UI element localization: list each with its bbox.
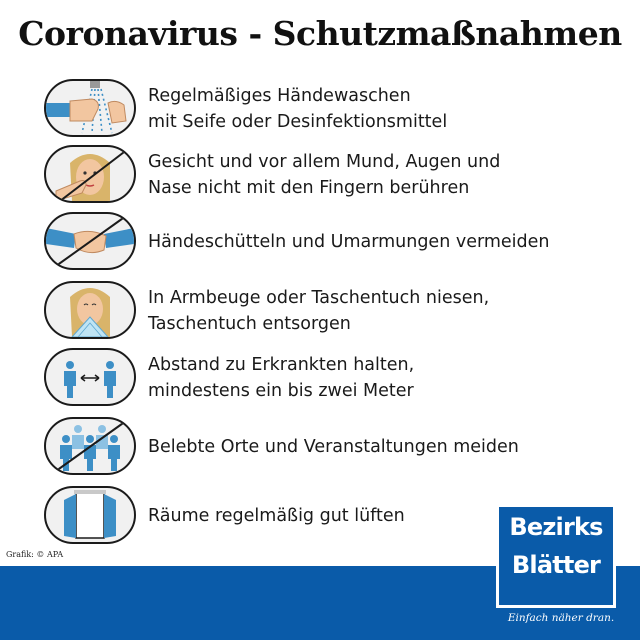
brand-logo	[496, 504, 616, 608]
rule-item	[44, 212, 604, 274]
rule-item	[44, 79, 604, 141]
rule-text: Räume regelmäßig gut lüften	[148, 506, 405, 526]
no-handshake-icon	[44, 212, 136, 270]
rule-item	[44, 281, 604, 343]
rule-item	[44, 145, 604, 207]
handwashing-icon	[44, 79, 136, 137]
brand-slogan: Einfach näher dran.	[507, 612, 615, 624]
sneeze-into-tissue-icon	[44, 281, 136, 339]
logo-line-2: Blätter	[511, 551, 601, 579]
keep-distance-icon	[44, 348, 136, 406]
rule-text: Belebte Orte und Veranstaltungen meiden	[148, 437, 519, 457]
logo-line-1: Bezirks	[509, 513, 603, 541]
rule-text: In Armbeuge oder Taschentuch niesen, Taschentuch entsorgen	[148, 288, 490, 334]
rule-item	[44, 348, 604, 410]
page-title: Coronavirus - Schutzmaßnahmen	[18, 14, 622, 53]
no-face-touching-icon	[44, 145, 136, 203]
ventilate-room-icon	[44, 486, 136, 544]
rule-text: Abstand zu Erkrankten halten, mindestens ein bis zwei Meter	[148, 355, 415, 401]
rule-text: Gesicht und vor allem Mund, Augen und Nase nicht mit den Fingern berühren	[148, 152, 501, 198]
rule-text: Händeschütteln und Umarmungen vermeiden	[148, 232, 550, 252]
avoid-crowds-icon	[44, 417, 136, 475]
image-credit: Grafik: © APA	[6, 550, 64, 559]
rule-item	[44, 417, 604, 479]
rule-text: Regelmäßiges Händewaschen mit Seife oder Desinfektionsmittel	[148, 86, 448, 132]
